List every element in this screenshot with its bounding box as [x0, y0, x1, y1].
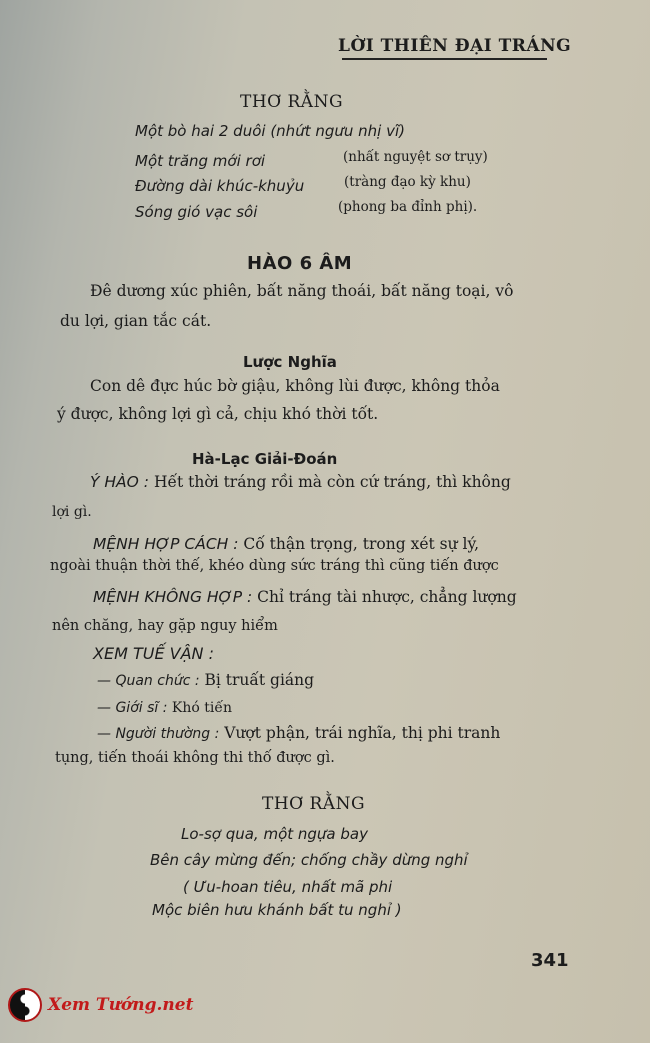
y-hao-cont: lợi gì. — [52, 504, 92, 520]
watermark-logo — [8, 988, 193, 1022]
gioi-label: — Giới sĩ : — [97, 700, 168, 716]
xem-tue-van — [93, 644, 214, 663]
poem2-line-1: Lo-sợ qua, một ngựa bay — [181, 825, 368, 843]
poem2-line-2: Bên cây mừng đến; chống chầy dừng nghỉ — [150, 851, 468, 869]
page-number: 341 — [531, 950, 569, 971]
y-hao-label: Ý HÀO : — [90, 473, 150, 491]
menh-hop-text: Cố thận trọng, trong xét sự lý, — [238, 535, 480, 553]
poem2-title: THƠ RẰNG — [262, 794, 366, 814]
gioi-text: Khó tiến — [167, 700, 232, 716]
quan-text: Bị truất giáng — [199, 671, 315, 689]
hao-line-2: du lợi, gian tắc cát. — [60, 312, 212, 330]
luoc-line-2: ý được, không lợi gì cả, chịu khó thời tốt. — [57, 405, 379, 423]
luoc-line-1: Con dê đực húc bờ giậu, không lùi được, không thỏa — [90, 377, 500, 395]
poem1-line-2-gloss: (nhất nguyệt sơ trụy) — [343, 149, 488, 165]
gioi-si-line — [97, 698, 232, 716]
poem1-line-4: Sóng gió vạc sôi — [135, 203, 258, 221]
xem-label: XEM TUẾ VẬN : — [93, 644, 214, 663]
poem1-line-3: Đường dài khúc-khuỷu — [135, 177, 305, 195]
nguoi-label: — Người thường : — [97, 726, 220, 742]
hao-title: HÀO 6 ÂM — [247, 253, 353, 274]
menh-hop-line — [93, 535, 479, 553]
yin-yang-icon — [8, 988, 42, 1022]
menh-hop-cont: ngoài thuận thời thế, khéo dùng sức tráng thì cũng tiến được — [50, 558, 499, 574]
luoc-title: Lược Nghĩa — [243, 353, 337, 371]
y-hao-line — [90, 473, 511, 491]
quan-label: — Quan chức : — [97, 673, 200, 689]
nguoi-text: Vượt phận, trái nghĩa, thị phi tranh — [219, 724, 501, 742]
hao-line-1: Đê dương xúc phiên, bất năng thoái, bất năng toại, vô — [90, 282, 514, 300]
poem1-title: THƠ RẰNG — [240, 92, 344, 112]
menh-khong-line — [93, 588, 517, 606]
menh-hop-label: MỆNH HỢP CÁCH : — [93, 535, 239, 553]
poem1-line-3-gloss: (tràng đạo kỳ khu) — [344, 174, 471, 190]
nguoi-thuong-line — [97, 724, 500, 742]
quan-chuc-line — [97, 671, 314, 689]
poem2-line-4: Mộc biên hưu khánh bất tu nghỉ ) — [152, 901, 402, 919]
menh-khong-label: MỆNH KHÔNG HỢP : — [93, 588, 253, 606]
running-header: LỜI THIÊN ĐẠI TRÁNG — [338, 36, 572, 56]
menh-khong-text: Chỉ tráng tài nhược, chẳng lượng — [252, 588, 517, 606]
nguoi-cont: tụng, tiến thoái không thi thố được gì. — [55, 750, 335, 766]
poem2-line-3: ( Ưu-hoan tiêu, nhất mã phi — [183, 878, 393, 896]
halac-title: Hà-Lạc Giải-Đoán — [192, 450, 338, 468]
header-rule — [342, 58, 547, 60]
poem1-line-2: Một trăng mới rơi — [135, 152, 266, 170]
poem1-line-1: Một bò hai 2 duôi (nhứt ngưu nhị vĩ) — [135, 122, 405, 140]
y-hao-text: Hết thời tráng rồi mà còn cứ tráng, thì không — [149, 473, 511, 491]
poem1-line-4-gloss: (phong ba đỉnh phị). — [338, 199, 478, 215]
watermark-text: Xem Tướng.net — [48, 995, 194, 1015]
menh-khong-cont: nên chăng, hay gặp nguy hiểm — [52, 618, 278, 634]
